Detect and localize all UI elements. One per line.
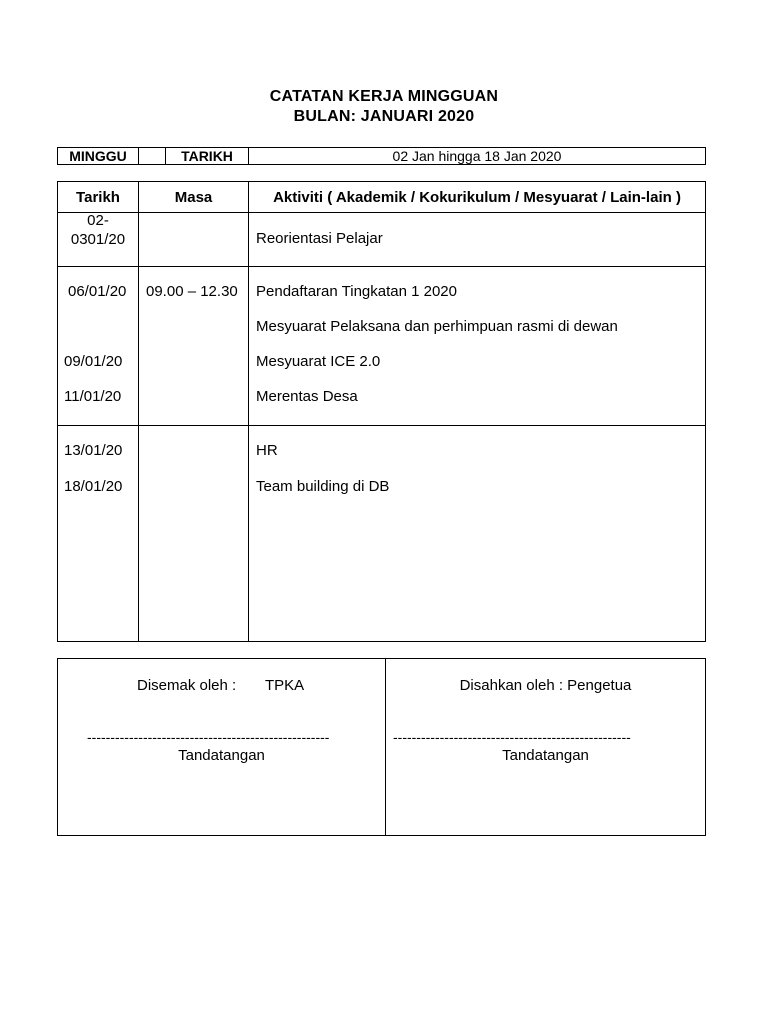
checked-by-label: Disemak oleh : — [137, 677, 237, 694]
column-divider — [138, 182, 139, 641]
row1-aktiviti: Reorientasi Pelajar — [256, 230, 383, 247]
left-signature-line: ---------------------------------------------------- — [87, 729, 330, 745]
signature-box — [57, 658, 706, 836]
page-title: CATATAN KERJA MINGGUAN — [269, 88, 499, 105]
week-strip — [57, 147, 706, 165]
row2-tarikh-c: 09/01/20 — [64, 353, 123, 370]
tarikh-label: TARIKH — [166, 148, 249, 164]
row2-masa-a: 09.00 – 12.30 — [146, 283, 238, 300]
row1-tarikh-line2: 0301/20 — [70, 231, 126, 248]
page-subtitle: BULAN: JANUARI 2020 — [293, 108, 475, 125]
date-range: 02 Jan hingga 18 Jan 2020 — [392, 148, 562, 164]
right-signature-line: --------------------------------------------------- — [393, 729, 631, 745]
row1-tarikh-line1: 02- — [87, 212, 109, 229]
row2-tarikh-a: 06/01/20 — [68, 283, 127, 300]
row3-tarikh-b: 18/01/20 — [64, 478, 123, 495]
row2-tarikh-d: 11/01/20 — [64, 388, 122, 405]
minggu-label: MINGGU — [58, 148, 139, 164]
row-divider — [58, 425, 705, 426]
row-divider — [58, 266, 705, 267]
column-header-aktiviti: Aktiviti ( Akademik / Kokurikulum / Mesyuarat / Lain-lain ) — [273, 189, 681, 206]
right-signature-label: Tandatangan — [502, 747, 589, 764]
row2-aktiviti-d: Merentas Desa — [256, 388, 358, 405]
column-header-tarikh: Tarikh — [76, 189, 120, 206]
row3-aktiviti-a: HR — [256, 442, 278, 459]
minggu-value — [139, 148, 166, 164]
row2-aktiviti-c: Mesyuarat ICE 2.0 — [256, 353, 381, 370]
column-divider — [248, 182, 249, 641]
approved-by-label: Disahkan oleh : Pengetua — [459, 677, 632, 694]
row3-aktiviti-b: Team building di DB — [256, 478, 390, 495]
row2-aktiviti-a: Pendaftaran Tingkatan 1 2020 — [256, 283, 457, 300]
row2-aktiviti-b: Mesyuarat Pelaksana dan perhimpuan rasmi di dewan — [256, 318, 618, 335]
activity-table — [57, 181, 706, 642]
checked-by-role: TPKA — [265, 677, 305, 694]
left-signature-label: Tandatangan — [178, 747, 265, 764]
column-header-masa: Masa — [174, 189, 213, 206]
row3-tarikh-a: 13/01/20 — [64, 442, 123, 459]
